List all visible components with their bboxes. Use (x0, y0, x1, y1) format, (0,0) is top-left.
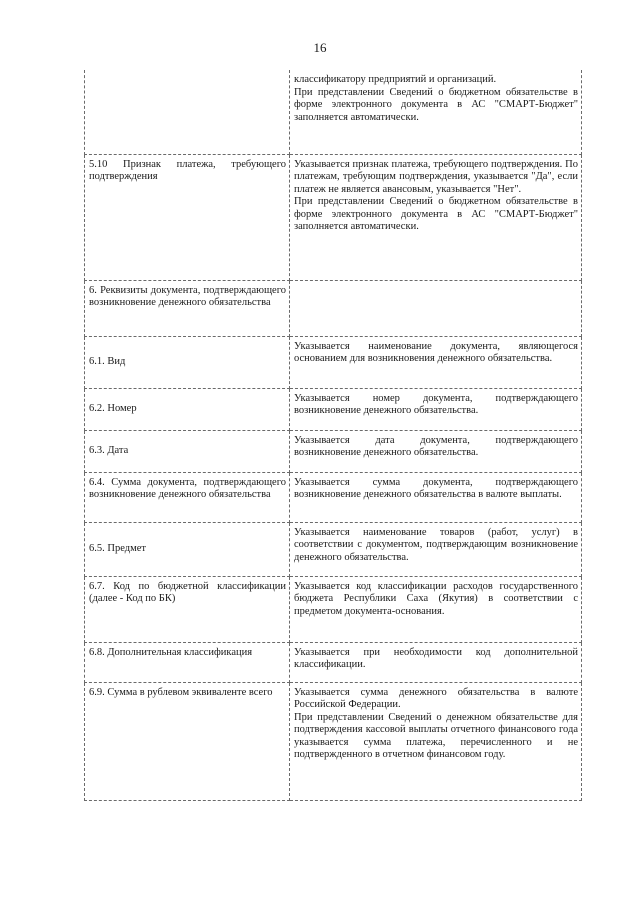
field-name-cell: 6.4. Сумма документа, подтверждающего возникновение денежного обязательства (85, 472, 290, 522)
field-description-cell (290, 642, 582, 682)
field-name-cell: 6.5. Предмет (85, 522, 290, 576)
field-name-cell: 6.9. Сумма в рублевом эквиваленте всего (85, 682, 290, 800)
field-name-cell (85, 70, 290, 154)
table-row (85, 576, 582, 642)
table-row (85, 472, 582, 522)
field-name-cell: 6.2. Номер (85, 388, 290, 430)
table-row (85, 682, 582, 800)
field-description-cell (290, 682, 582, 800)
field-name-cell: 6.1. Вид (85, 336, 290, 388)
table-row (85, 430, 582, 472)
description-paragraph: При представлении Сведений о денежном обязательстве для подтверждения кассовой выплаты отчетного финансового года указывается сумма платежа, перечисленного и не подтвержденного в отчетном финансовом году. (294, 711, 578, 761)
description-paragraph: классификатору предприятий и организаций. (294, 74, 497, 85)
description-paragraph: Указывается при необходимости код дополнительной классификации. (294, 646, 578, 671)
description-paragraph: Указывается наименование товаров (работ, услуг) в соответствии с документом, подтверждающим возникновение денежного обязательства. (294, 526, 578, 563)
description-paragraph: При представлении Сведений о бюджетном обязательстве в форме электронного документа в АС "СМАРТ-Бюджет" заполняется автоматически. (294, 86, 578, 123)
description-paragraph: Указывается признак платежа, требующего подтверждения. По платежам, требующим подтверждения, указывается "Да", если платеж не является авансовым, указывается "Нет". (294, 158, 578, 195)
field-description-cell (290, 70, 582, 154)
description-paragraph: Указывается дата документа, подтверждающего возникновение денежного обязательства. (294, 434, 578, 459)
field-description-cell (290, 280, 582, 336)
description-paragraph: Указывается наименование документа, являющегося основанием для возникновения денежного обязательства. (294, 340, 578, 365)
field-description-cell (290, 472, 582, 522)
table-row (85, 642, 582, 682)
page-number: 16 (313, 40, 327, 55)
requisites-table (84, 70, 582, 801)
description-paragraph: Указывается код классификации расходов государственного бюджета Республики Саха (Якутия) в соответствии с предметом документа-основания. (294, 580, 578, 617)
field-description-cell (290, 522, 582, 576)
field-name-cell: 6.8. Дополнительная классификация (85, 642, 290, 682)
field-description-cell (290, 576, 582, 642)
field-name-cell: 5.10 Признак платежа, требующего подтверждения (85, 154, 290, 280)
field-description-cell (290, 388, 582, 430)
description-paragraph: Указывается номер документа, подтверждающего возникновение денежного обязательства. (294, 392, 578, 417)
description-paragraph: При представлении Сведений о бюджетном обязательстве в форме электронного документа в АС "СМАРТ-Бюджет" заполняется автоматически. (294, 196, 578, 233)
field-description-cell (290, 336, 582, 388)
description-paragraph: Указывается сумма документа, подтверждающего возникновение денежного обязательства в валюте выплаты. (294, 476, 578, 501)
field-description-cell (290, 154, 582, 280)
description-paragraph: Указывается сумма денежного обязательства в валюте Российской Федерации. (294, 686, 578, 711)
table-row (85, 154, 582, 280)
field-name-cell: 6.7. Код по бюджетной классификации (далее - Код по БК) (85, 576, 290, 642)
table-row (85, 70, 582, 154)
field-description-cell (290, 430, 582, 472)
table-row (85, 280, 582, 336)
table-row (85, 388, 582, 430)
field-name-cell: 6.3. Дата (85, 430, 290, 472)
table-row (85, 522, 582, 576)
table-row (85, 336, 582, 388)
section-heading-cell: 6. Реквизиты документа, подтверждающего возникновение денежного обязательства (85, 280, 290, 336)
